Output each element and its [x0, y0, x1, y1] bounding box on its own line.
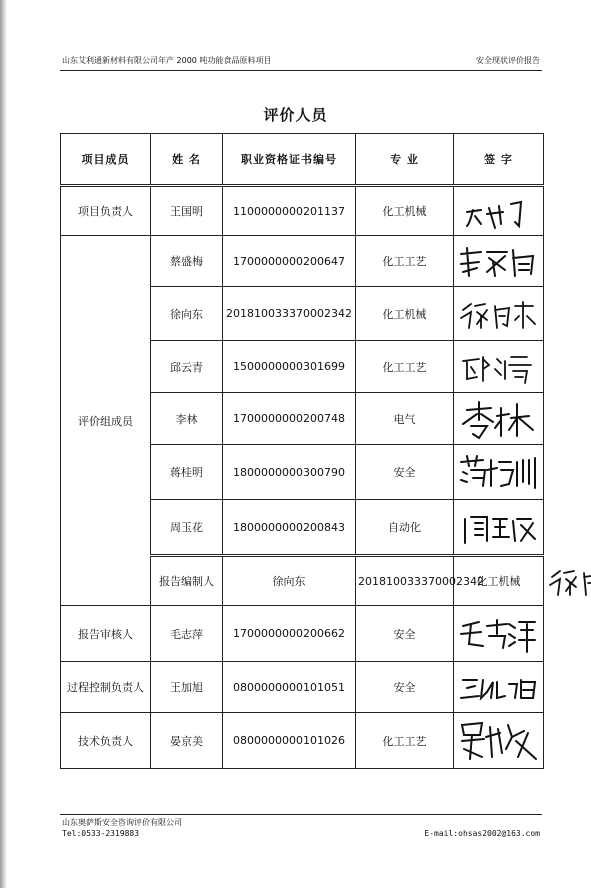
- col-header-signature: 签 字: [454, 134, 544, 186]
- cert-cell: 1500000000301699: [223, 341, 356, 393]
- header-project-title: 山东艾利通新材料有限公司年产 2000 吨功能食品原料项目: [62, 56, 272, 65]
- major-cell: 化工机械: [356, 186, 454, 236]
- major-cell: 化工机械: [454, 556, 544, 606]
- handwritten-signature: [457, 668, 541, 706]
- name-cell: 毛志萍: [151, 606, 223, 662]
- signature-cell: [454, 186, 544, 236]
- major-cell: 化工机械: [356, 287, 454, 341]
- major-cell: 安全: [356, 445, 454, 500]
- handwritten-signature: [457, 240, 541, 282]
- cert-cell: 1700000000200647: [223, 236, 356, 287]
- signature-cell: [454, 713, 544, 769]
- name-cell: 邱云青: [151, 341, 223, 393]
- signature-cell: [454, 662, 544, 713]
- cert-cell: 0800000000101051: [223, 662, 356, 713]
- cert-cell: 1100000000201137: [223, 186, 356, 236]
- signature-cell: [454, 393, 544, 445]
- role-cell: 技术负责人: [61, 713, 151, 769]
- name-cell: 蒋桂明: [151, 445, 223, 500]
- col-header-member: 项目成员: [61, 134, 151, 186]
- cert-cell: 1800000000200843: [223, 500, 356, 556]
- table-row: [61, 606, 544, 662]
- page-title: 评价人员: [263, 106, 328, 124]
- table-row: [61, 662, 544, 713]
- name-cell: 王国明: [151, 186, 223, 236]
- table-header-row: [61, 134, 544, 186]
- name-cell: 徐向东: [151, 287, 223, 341]
- role-cell: 报告编制人: [151, 556, 223, 606]
- major-cell: 化工工艺: [356, 713, 454, 769]
- major-cell: 安全: [356, 606, 454, 662]
- handwritten-signature: [457, 396, 541, 442]
- cert-cell: 1800000000300790: [223, 445, 356, 500]
- major-cell: 自动化: [356, 500, 454, 556]
- handwritten-signature: [456, 717, 542, 765]
- signature-cell: [454, 500, 544, 556]
- name-cell: 李林: [151, 393, 223, 445]
- header-rule: [60, 70, 542, 71]
- footer-email: E-mail:ohsas2002@163.com: [424, 829, 540, 838]
- col-header-major: 专 业: [356, 134, 454, 186]
- footer-company: 山东奥萨斯安全咨询评价有限公司: [62, 818, 182, 827]
- cert-cell: 201810033370002342: [356, 556, 454, 606]
- cert-cell: 1700000000200748: [223, 393, 356, 445]
- handwritten-signature: [457, 612, 541, 656]
- name-cell: 徐向东: [223, 556, 356, 606]
- table-row: [61, 236, 544, 287]
- role-cell: 报告审核人: [61, 606, 151, 662]
- name-cell: 王加旭: [151, 662, 223, 713]
- major-cell: 安全: [356, 662, 454, 713]
- header-report-title: 安全现状评价报告: [476, 56, 540, 65]
- col-header-name: 姓 名: [151, 134, 223, 186]
- major-cell: 化工工艺: [356, 341, 454, 393]
- handwritten-signature: [457, 505, 541, 549]
- handwritten-signature: [457, 347, 541, 387]
- cert-cell: 201810033370002342: [223, 287, 356, 341]
- table-row: [61, 713, 544, 769]
- evaluators-table: [60, 133, 544, 769]
- cert-cell: 0800000000101026: [223, 713, 356, 769]
- role-cell: 过程控制负责人: [61, 662, 151, 713]
- role-cell: 评价组成员: [61, 236, 151, 606]
- handwritten-signature: [546, 561, 591, 601]
- footer-rule: [60, 814, 542, 815]
- signature-cell: [454, 445, 544, 500]
- signature-cell: [454, 341, 544, 393]
- scan-edge-shadow: [0, 0, 7, 888]
- handwritten-signature: [457, 294, 541, 334]
- name-cell: 蔡盛梅: [151, 236, 223, 287]
- name-cell: 周玉花: [151, 500, 223, 556]
- handwritten-signature: [459, 190, 539, 232]
- table-row: [61, 186, 544, 236]
- col-header-cert: 职业资格证书编号: [223, 134, 356, 186]
- signature-cell: [454, 606, 544, 662]
- signature-cell: [454, 236, 544, 287]
- major-cell: 化工工艺: [356, 236, 454, 287]
- handwritten-signature: [457, 450, 541, 494]
- role-cell: 项目负责人: [61, 186, 151, 236]
- page-footer: [62, 817, 540, 839]
- signature-cell: [454, 287, 544, 341]
- major-cell: 电气: [356, 393, 454, 445]
- cert-cell: 1700000000200662: [223, 606, 356, 662]
- name-cell: 晏京美: [151, 713, 223, 769]
- footer-tel: Tel:0533-2319883: [62, 829, 140, 838]
